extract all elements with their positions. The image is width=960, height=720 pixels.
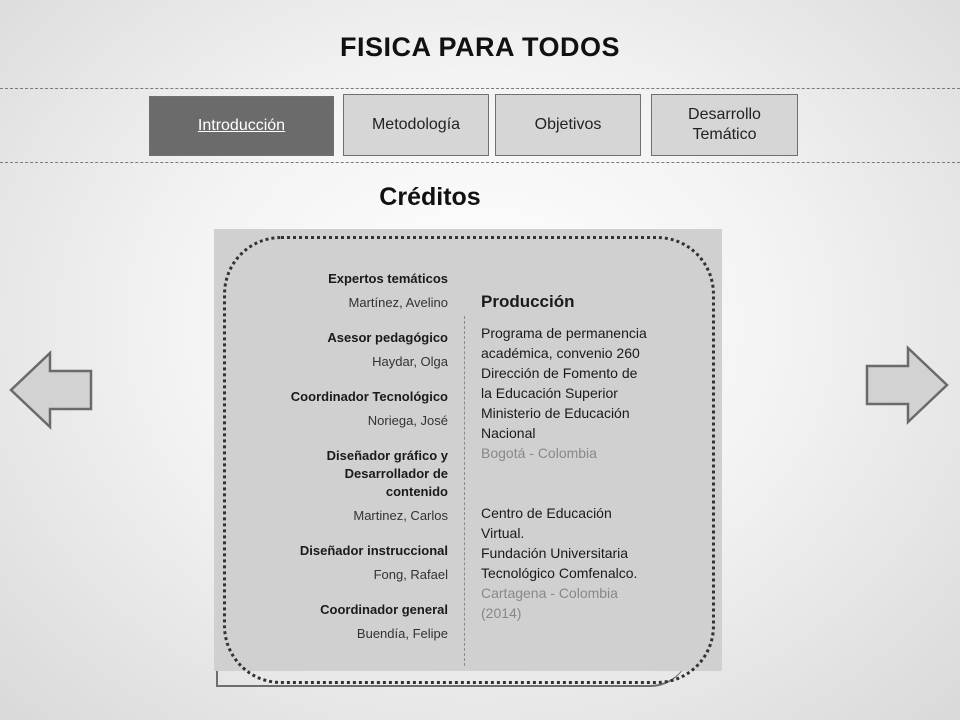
credit-role: Diseñador gráfico y Desarrollador de contenido bbox=[326, 448, 448, 499]
production-line: la Educación Superior bbox=[481, 385, 618, 401]
tab-desarrollo-tematico-label: Desarrollo Temático bbox=[688, 106, 761, 143]
credit-name: Fong, Rafael bbox=[373, 567, 448, 582]
tab-introduccion-label: Introducción bbox=[197, 117, 286, 134]
production-line: Ministerio de Educación bbox=[481, 405, 630, 421]
credit-item bbox=[240, 601, 448, 643]
tab-objetivos-label: Objetivos bbox=[534, 116, 602, 133]
production-location: (2014) bbox=[481, 605, 522, 621]
credit-item bbox=[240, 388, 448, 430]
production-line: Centro de Educación bbox=[481, 505, 612, 521]
production-section bbox=[481, 292, 711, 623]
production-title: Producción bbox=[481, 292, 575, 311]
credit-name: Haydar, Olga bbox=[372, 354, 448, 369]
header-divider-bottom bbox=[0, 162, 960, 163]
tab-metodologia[interactable] bbox=[343, 94, 489, 156]
credit-name: Noriega, José bbox=[367, 413, 448, 428]
tab-metodologia-label: Metodología bbox=[371, 116, 461, 133]
credit-item bbox=[240, 329, 448, 371]
production-line: Virtual. bbox=[481, 525, 525, 541]
production-line: Fundación Universitaria bbox=[481, 545, 629, 561]
column-divider bbox=[464, 316, 465, 666]
credit-item bbox=[240, 447, 448, 525]
arrow-right-icon[interactable] bbox=[864, 345, 950, 425]
production-line: Dirección de Fomento de bbox=[481, 365, 638, 381]
production-line: Nacional bbox=[481, 425, 536, 441]
production-line: académica, convenio 260 bbox=[481, 345, 640, 361]
credits-list bbox=[240, 270, 448, 660]
credit-item bbox=[240, 542, 448, 584]
production-line: Tecnológico Comfenalco. bbox=[481, 565, 638, 581]
credit-role: Coordinador general bbox=[320, 602, 448, 617]
arrow-left-icon[interactable] bbox=[8, 350, 94, 430]
credit-name: Martínez, Avelino bbox=[348, 295, 448, 310]
section-title: Créditos bbox=[379, 183, 481, 211]
page-title: FISICA PARA TODOS bbox=[339, 32, 621, 62]
credit-role: Diseñador instruccional bbox=[299, 543, 448, 558]
credit-role: Coordinador Tecnológico bbox=[290, 389, 448, 404]
header-divider-top bbox=[0, 88, 960, 89]
tab-objetivos[interactable] bbox=[495, 94, 641, 156]
credit-role: Expertos temáticos bbox=[328, 271, 448, 286]
credit-name: Martinez, Carlos bbox=[353, 508, 448, 523]
tab-introduccion[interactable] bbox=[149, 96, 334, 156]
production-location: Bogotá - Colombia bbox=[481, 445, 597, 461]
production-location: Cartagena - Colombia bbox=[481, 585, 618, 601]
credit-name: Buendía, Felipe bbox=[356, 626, 448, 641]
credit-item bbox=[240, 270, 448, 312]
tab-desarrollo-tematico[interactable] bbox=[651, 94, 798, 156]
credit-role: Asesor pedagógico bbox=[327, 330, 448, 345]
production-line: Programa de permanencia bbox=[481, 325, 647, 341]
